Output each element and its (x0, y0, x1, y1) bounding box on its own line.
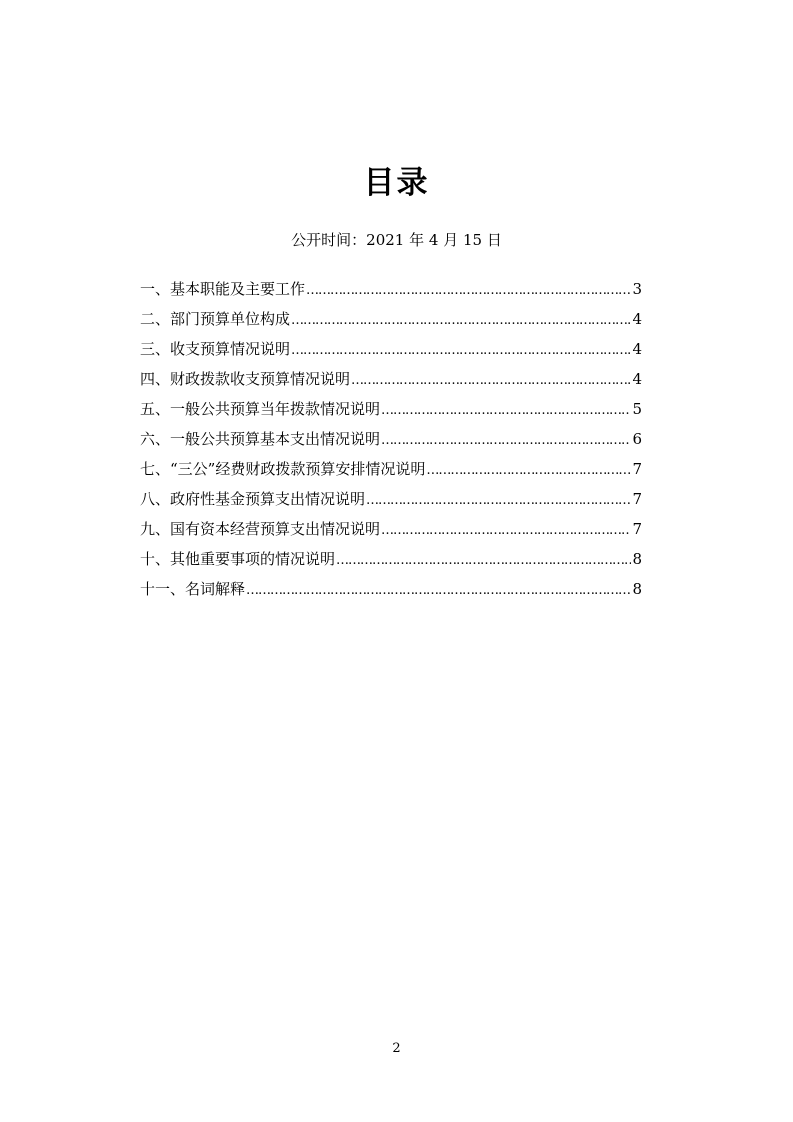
toc-entry-page: 8 (632, 580, 642, 598)
toc-entry-label: 三、收支预算情况说明 (140, 340, 291, 358)
table-of-contents (140, 278, 642, 608)
toc-entry[interactable] (140, 518, 642, 548)
toc-entry[interactable] (140, 278, 642, 308)
toc-entry-label: 七、“三公”经费财政拨款预算安排情况说明 (140, 460, 426, 478)
toc-entry-page: 4 (632, 340, 642, 358)
page-number: 2 (392, 1041, 401, 1056)
toc-entry[interactable] (140, 428, 642, 458)
toc-entry[interactable] (140, 578, 642, 608)
toc-dot-leader (351, 370, 631, 392)
toc-entry[interactable] (140, 458, 642, 488)
toc-entry[interactable] (140, 368, 642, 398)
toc-entry-page: 6 (632, 430, 642, 448)
toc-entry-label: 八、政府性基金预算支出情况说明 (140, 490, 366, 508)
toc-dot-leader (381, 430, 631, 452)
toc-entry-label: 十一、名词解释 (140, 580, 246, 598)
toc-dot-leader (336, 550, 631, 572)
toc-entry-page: 7 (632, 520, 642, 538)
toc-entry-label: 二、部门预算单位构成 (140, 310, 291, 328)
toc-dot-leader (381, 400, 631, 422)
toc-entry-page: 8 (632, 550, 642, 568)
toc-entry-page: 5 (632, 400, 642, 418)
toc-entry-page: 7 (632, 460, 642, 478)
toc-dot-leader (291, 310, 631, 332)
toc-entry-page: 4 (632, 370, 642, 388)
toc-dot-leader (306, 280, 631, 302)
toc-entry[interactable] (140, 338, 642, 368)
page-title: 目录 (363, 164, 430, 201)
toc-dot-leader (381, 520, 631, 542)
toc-entry-label: 四、财政拨款收支预算情况说明 (140, 370, 351, 388)
toc-dot-leader (246, 580, 631, 602)
toc-entry-label: 六、一般公共预算基本支出情况说明 (140, 430, 381, 448)
toc-entry[interactable] (140, 308, 642, 338)
toc-entry-label: 九、国有资本经营预算支出情况说明 (140, 520, 381, 538)
toc-entry-label: 一、基本职能及主要工作 (140, 280, 306, 298)
toc-dot-leader (291, 340, 631, 362)
toc-entry-label: 十、其他重要事项的情况说明 (140, 550, 336, 568)
toc-entry[interactable] (140, 548, 642, 578)
toc-entry-page: 3 (632, 280, 642, 298)
toc-entry[interactable] (140, 398, 642, 428)
toc-entry[interactable] (140, 488, 642, 518)
toc-entry-label: 五、一般公共预算当年拨款情况说明 (140, 400, 381, 418)
toc-entry-page: 7 (632, 490, 642, 508)
toc-dot-leader (366, 490, 631, 512)
publish-date: 公开时间：2021 年 4 月 15 日 (291, 231, 502, 249)
toc-entry-page: 4 (632, 310, 642, 328)
toc-dot-leader (426, 460, 631, 482)
